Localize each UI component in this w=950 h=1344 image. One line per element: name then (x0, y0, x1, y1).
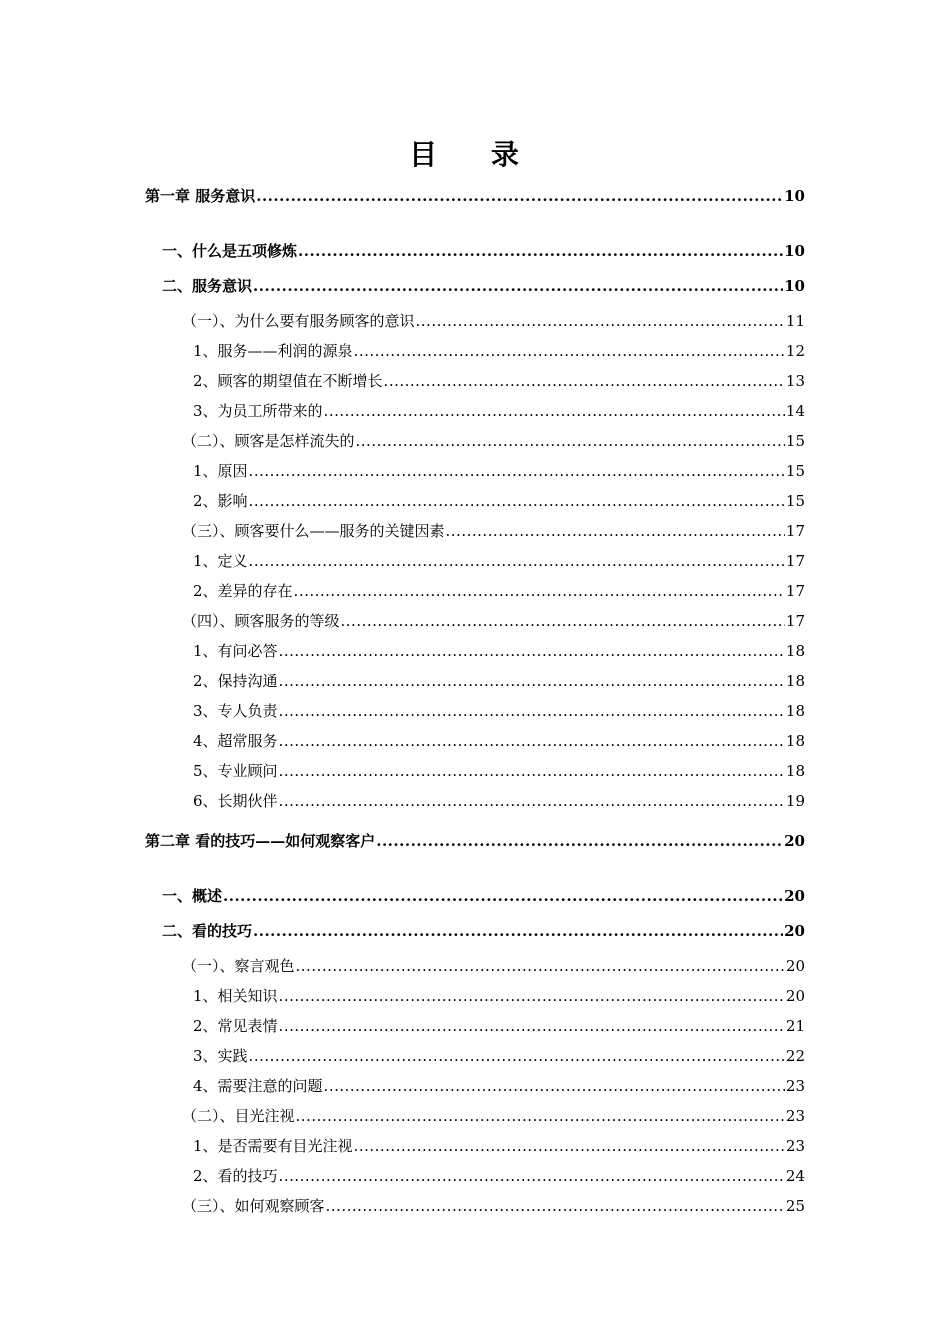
toc-page-number: 20 (785, 957, 805, 975)
toc-leader-dots (324, 401, 785, 421)
toc-leader-dots (384, 371, 785, 391)
toc-page-number: 25 (785, 1197, 805, 1215)
toc-entry[interactable] (193, 701, 805, 721)
toc-leader-dots (356, 431, 785, 451)
toc-entry-title: 2、差异的存在 (193, 582, 293, 600)
toc-entry[interactable] (145, 831, 805, 851)
toc-leader-dots (296, 956, 785, 976)
toc-page-number: 15 (785, 492, 805, 510)
toc-leader-dots (279, 1166, 785, 1186)
toc-page-number: 24 (785, 1167, 805, 1185)
toc-entry-title: （二）、顾客是怎样流失的 (182, 432, 355, 450)
toc-leader-dots (341, 611, 785, 631)
toc-entry[interactable] (193, 1046, 805, 1066)
toc-entry-title: 第一章 服务意识 (145, 187, 256, 205)
toc-page-number: 15 (785, 432, 805, 450)
toc-entry-title: 2、看的技巧 (193, 1167, 278, 1185)
toc-page-number: 18 (785, 702, 805, 720)
toc-entry[interactable] (182, 611, 805, 631)
toc-leader-dots (324, 1076, 785, 1096)
toc-page-number: 17 (785, 582, 805, 600)
toc-entry-title: （三）、顾客要什么——服务的关键因素 (182, 522, 445, 540)
toc-leader-dots (446, 521, 785, 541)
toc-page-number: 17 (785, 552, 805, 570)
toc-leader-dots (279, 671, 785, 691)
toc-entry-title: 6、长期伙伴 (193, 792, 278, 810)
toc-page-number: 14 (785, 402, 805, 420)
toc-entry[interactable] (193, 986, 805, 1006)
toc-page-number: 17 (785, 612, 805, 630)
toc-entry-title: 4、超常服务 (193, 732, 278, 750)
toc-entry-title: 1、是否需要有目光注视 (193, 1137, 353, 1155)
toc-entry[interactable] (193, 551, 805, 571)
toc-entry[interactable] (193, 731, 805, 751)
toc-leader-dots (354, 341, 785, 361)
toc-entry-title: （二）、目光注视 (182, 1107, 295, 1125)
toc-page-number: 15 (785, 462, 805, 480)
toc-entry[interactable] (193, 461, 805, 481)
toc-leader-dots (279, 791, 785, 811)
toc-entry-title: 3、为员工所带来的 (193, 402, 323, 420)
toc-entry[interactable] (193, 761, 805, 781)
toc-entry[interactable] (193, 671, 805, 691)
toc-page-number: 21 (785, 1017, 805, 1035)
toc-leader-dots (249, 491, 785, 511)
toc-page-number: 17 (785, 522, 805, 540)
toc-entry[interactable] (162, 886, 805, 906)
toc-entry[interactable] (193, 1166, 805, 1186)
toc-page-number: 20 (784, 922, 805, 940)
toc-entry-title: 第二章 看的技巧——如何观察客户 (145, 832, 376, 850)
toc-page-number: 11 (785, 312, 805, 330)
toc-entry[interactable] (193, 371, 805, 391)
toc-page-number: 20 (784, 832, 805, 850)
toc-entry[interactable] (182, 956, 805, 976)
toc-leader-dots (249, 551, 785, 571)
toc-leader-dots (253, 921, 783, 941)
toc-entry-title: （一）、察言观色 (182, 957, 295, 975)
toc-entry-title: 2、保持沟通 (193, 672, 278, 690)
toc-leader-dots (279, 761, 785, 781)
toc-page-number: 18 (785, 762, 805, 780)
toc-entry-title: 2、影响 (193, 492, 248, 510)
toc-page-number: 12 (785, 342, 805, 360)
toc-entry[interactable] (193, 791, 805, 811)
toc-entry-title: 1、相关知识 (193, 987, 278, 1005)
toc-page-number: 18 (785, 642, 805, 660)
toc-entry[interactable] (162, 241, 805, 261)
toc-page-number: 10 (784, 187, 805, 205)
toc-entry-title: （一）、为什么要有服务顾客的意识 (182, 312, 415, 330)
toc-entry-title: 一、什么是五项修炼 (162, 242, 298, 260)
toc-entry[interactable] (193, 341, 805, 361)
toc-entry-title: 3、专人负责 (193, 702, 278, 720)
toc-entry-title: 1、有问必答 (193, 642, 278, 660)
toc-leader-dots (279, 1016, 785, 1036)
toc-entry-title: 二、服务意识 (162, 277, 253, 295)
toc-entry-title: 2、常见表情 (193, 1017, 278, 1035)
toc-page-number: 18 (785, 672, 805, 690)
toc-page-number: 23 (785, 1107, 805, 1125)
toc-entry[interactable] (193, 641, 805, 661)
toc-entry[interactable] (182, 521, 805, 541)
toc-entry-title: 1、原因 (193, 462, 248, 480)
toc-entry[interactable] (182, 311, 805, 331)
toc-leader-dots (296, 1106, 785, 1126)
toc-leader-dots (376, 831, 783, 851)
toc-leader-dots (354, 1136, 785, 1156)
toc-entry-title: 4、需要注意的问题 (193, 1077, 323, 1095)
toc-entry[interactable] (193, 581, 805, 601)
toc-page-number: 23 (785, 1137, 805, 1155)
toc-leader-dots (279, 731, 785, 751)
toc-entry-title: 5、专业顾问 (193, 762, 278, 780)
toc-leader-dots (223, 886, 783, 906)
toc-page-number: 23 (785, 1077, 805, 1095)
toc-leader-dots (249, 461, 785, 481)
toc-page-number: 22 (785, 1047, 805, 1065)
toc-entry[interactable] (193, 1016, 805, 1036)
toc-page-number: 10 (784, 242, 805, 260)
toc-leader-dots (326, 1196, 785, 1216)
toc-leader-dots (256, 186, 783, 206)
page-title: 目 录 (409, 138, 541, 171)
toc-entry[interactable] (193, 1136, 805, 1156)
toc-entry-title: 一、概述 (162, 887, 223, 905)
toc-page-number: 18 (785, 732, 805, 750)
toc-entry-title: （四）、顾客服务的等级 (182, 612, 340, 630)
toc-entry[interactable] (193, 1076, 805, 1096)
toc-entry-title: 1、服务——利润的源泉 (193, 342, 353, 360)
toc-leader-dots (298, 241, 783, 261)
toc-leader-dots (279, 641, 785, 661)
toc-entry-title: 3、实践 (193, 1047, 248, 1065)
toc-entry-title: （三）、如何观察顾客 (182, 1197, 325, 1215)
toc-page-number: 20 (785, 987, 805, 1005)
toc-leader-dots (416, 311, 785, 331)
toc-entry[interactable] (162, 276, 805, 296)
toc-entry[interactable] (182, 431, 805, 451)
toc-entry[interactable] (182, 1196, 805, 1216)
toc-entry-title: 二、看的技巧 (162, 922, 253, 940)
toc-page-number: 20 (784, 887, 805, 905)
toc-page-number: 13 (785, 372, 805, 390)
toc-entry[interactable] (162, 921, 805, 941)
toc-leader-dots (279, 701, 785, 721)
toc-leader-dots (294, 581, 785, 601)
toc-entry-title: 1、定义 (193, 552, 248, 570)
toc-page-number: 10 (784, 277, 805, 295)
toc-leader-dots (253, 276, 783, 296)
toc-entry[interactable] (193, 491, 805, 511)
toc-leader-dots (249, 1046, 785, 1066)
toc-leader-dots (279, 986, 785, 1006)
toc-page-number: 19 (785, 792, 805, 810)
toc-entry[interactable] (193, 401, 805, 421)
toc-entry[interactable] (145, 186, 805, 206)
toc-entry-title: 2、顾客的期望值在不断增长 (193, 372, 383, 390)
toc-entry[interactable] (182, 1106, 805, 1126)
